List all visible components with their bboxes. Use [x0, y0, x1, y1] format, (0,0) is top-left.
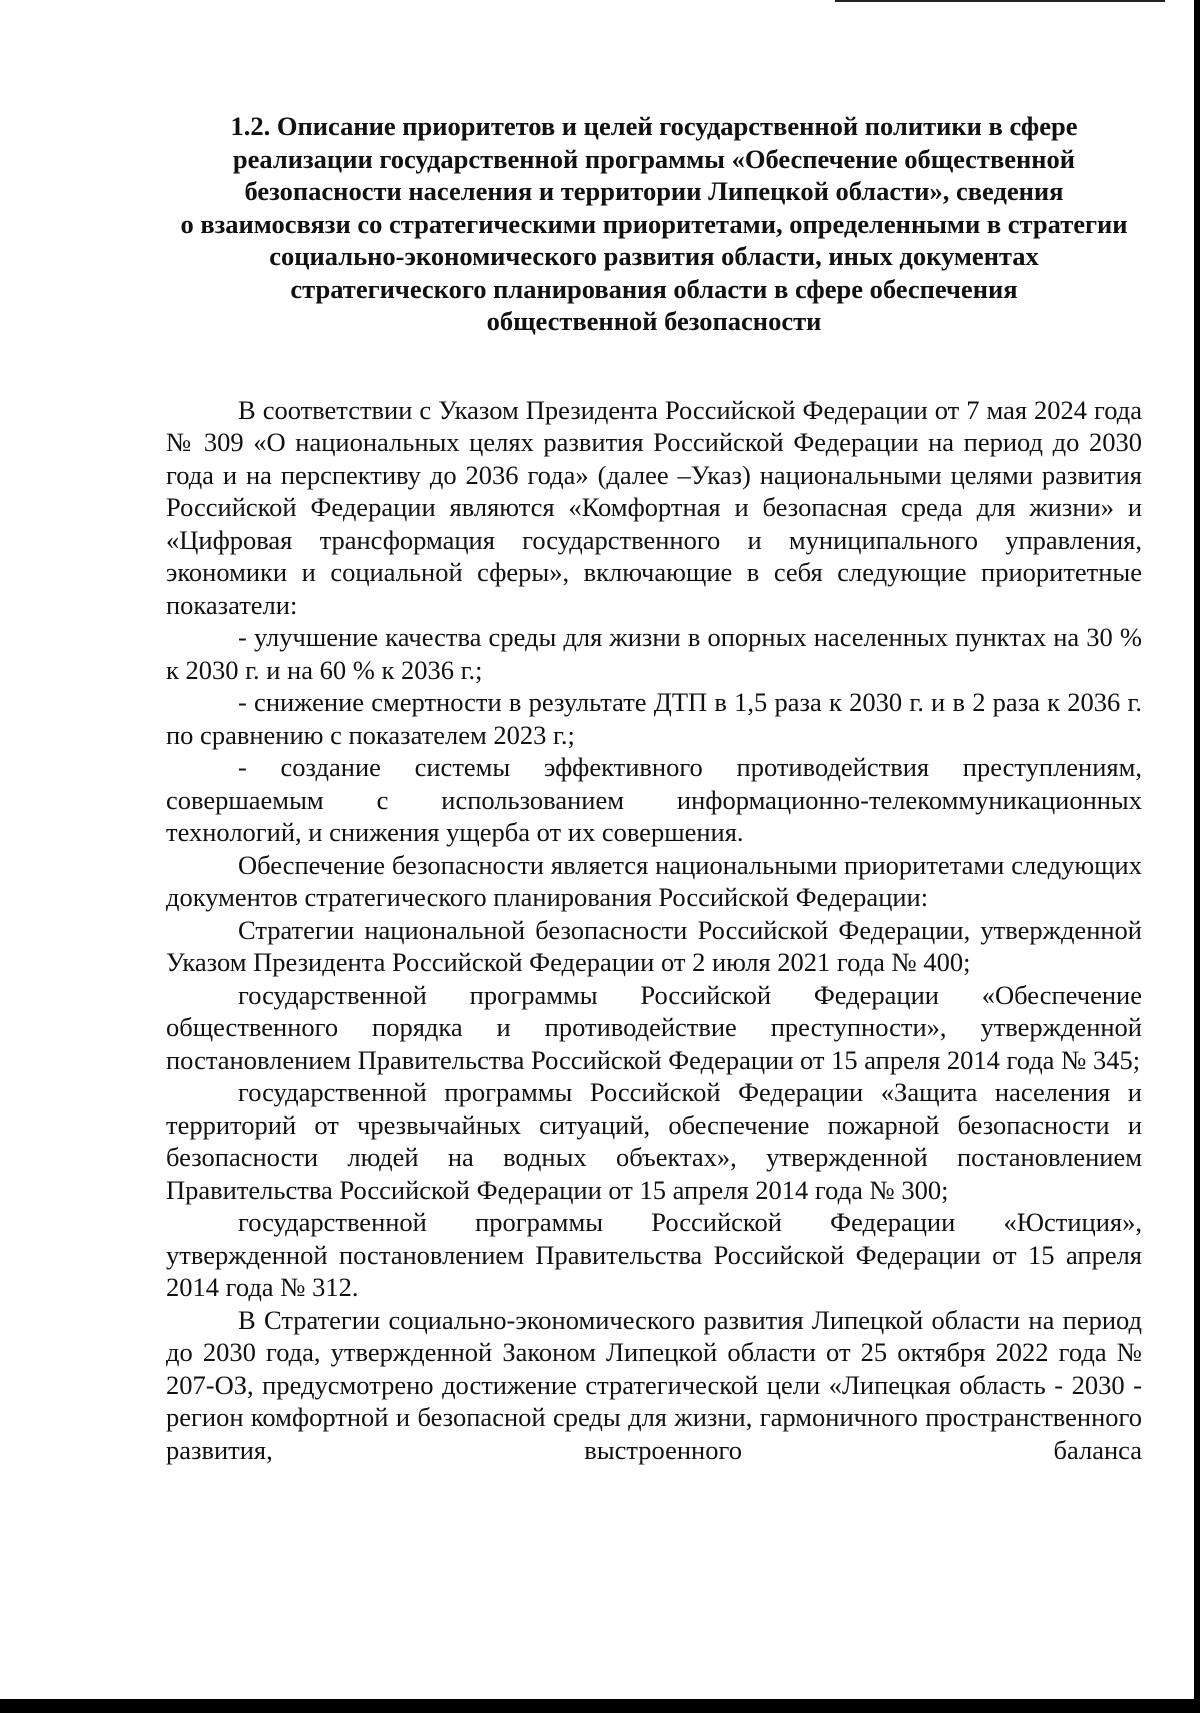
paragraph-program-emergencies: государственной программы Российской Федерации «Защита населения и территорий от чрезвычайных ситуаций, обеспечение пожарной безопасности и безопасности людей на водных объектах», утвержденной постановлением Правительства Российской Федерации от 15 апреля 2014 года № 300; — [166, 1077, 1142, 1205]
paragraph-program-public-order: государственной программы Российской Федерации «Обеспечение общественного порядка и противодействие преступности», утвержденной постановлением Правительства Российской Федерации от 15 апреля 2014 года № 345; — [166, 979, 1142, 1075]
paragraph-national-security-strategy: Стратегии национальной безопасности Российской Федерации, утвержденной Указом Президента Российской Федерации от 2 июля 2021 года № 400; — [166, 914, 1142, 977]
document-body — [166, 394, 1142, 1467]
document-page — [166, 110, 1142, 1466]
heading-line: безопасности населения и территории Липецкой области», сведения — [244, 176, 1064, 206]
heading-line: о взаимосвязи со стратегическими приоритетами, определенными в стратегии — [180, 208, 1128, 239]
paragraph-program-justice: государственной программы Российской Федерации «Юстиция», утвержденной постановлением Правительства Российской Федерации от 15 апреля 2014 года № 312. — [166, 1207, 1142, 1302]
paragraph-security-priorities: Обеспечение безопасности является национальными приоритетами следующих документов стратегического планирования Российской Федерации: — [166, 849, 1142, 912]
list-item-cybercrime: - создание системы эффективного противодействия преступлениям, совершаемым с использованием информационно-телекоммуникационных технологий, и снижения ущерба от их совершения. — [166, 752, 1142, 847]
list-item-road-mortality: - снижение смертности в результате ДТП в 1,5 раза к 2030 г. и в 2 раза к 2036 г. по сравнению с показателем 2023 г.; — [166, 687, 1142, 750]
list-item-living-environment: - улучшение качества среды для жизни в опорных населенных пунктах на 30 % к 2030 г. и на 60 % к 2036 г.; — [166, 622, 1142, 685]
heading-line: стратегического планирования области в сфере обеспечения — [290, 273, 1018, 304]
paragraph-decree-goals: В соответствии с Указом Президента Российской Федерации от 7 мая 2024 года № 309 «О национальных целях развития Российской Федерации на период до 2030 года и на перспективу до 2036 года» (далее –Указ) национальными целями развития Российской Федерации являются «Комфортная и безопасная среда для жизни» и «Цифровая трансформация государственного и муниципального управления, экономики и социальной сферы», включающие в себя следующие приоритетные показатели: — [166, 394, 1142, 620]
heading-line: общественной безопасности — [486, 306, 822, 336]
scan-artifact-top-right — [905, 0, 1165, 2]
section-heading — [166, 110, 1142, 338]
heading-line: социально-экономического развития области, иных документах — [269, 241, 1039, 271]
scan-artifact-right-edge — [1194, 0, 1200, 1713]
heading-line: 1.2. Описание приоритетов и целей государственной политики в сфере — [230, 111, 1078, 141]
heading-line: реализации государственной программы «Обеспечение общественной — [232, 143, 1076, 174]
scan-artifact-bottom-edge — [0, 1699, 1200, 1713]
paragraph-lipetsk-strategy: В Стратегии социально-экономического развития Липецкой области на период до 2030 года, утвержденной Законом Липецкой области от 25 октября 2022 года № 207-ОЗ, предусмотрено достижение стратегической цели «Липецкая область - 2030 - регион комфортной и безопасной среды для жизни, гармоничного пространственного развития, выстроенного баланса — [166, 1304, 1142, 1465]
